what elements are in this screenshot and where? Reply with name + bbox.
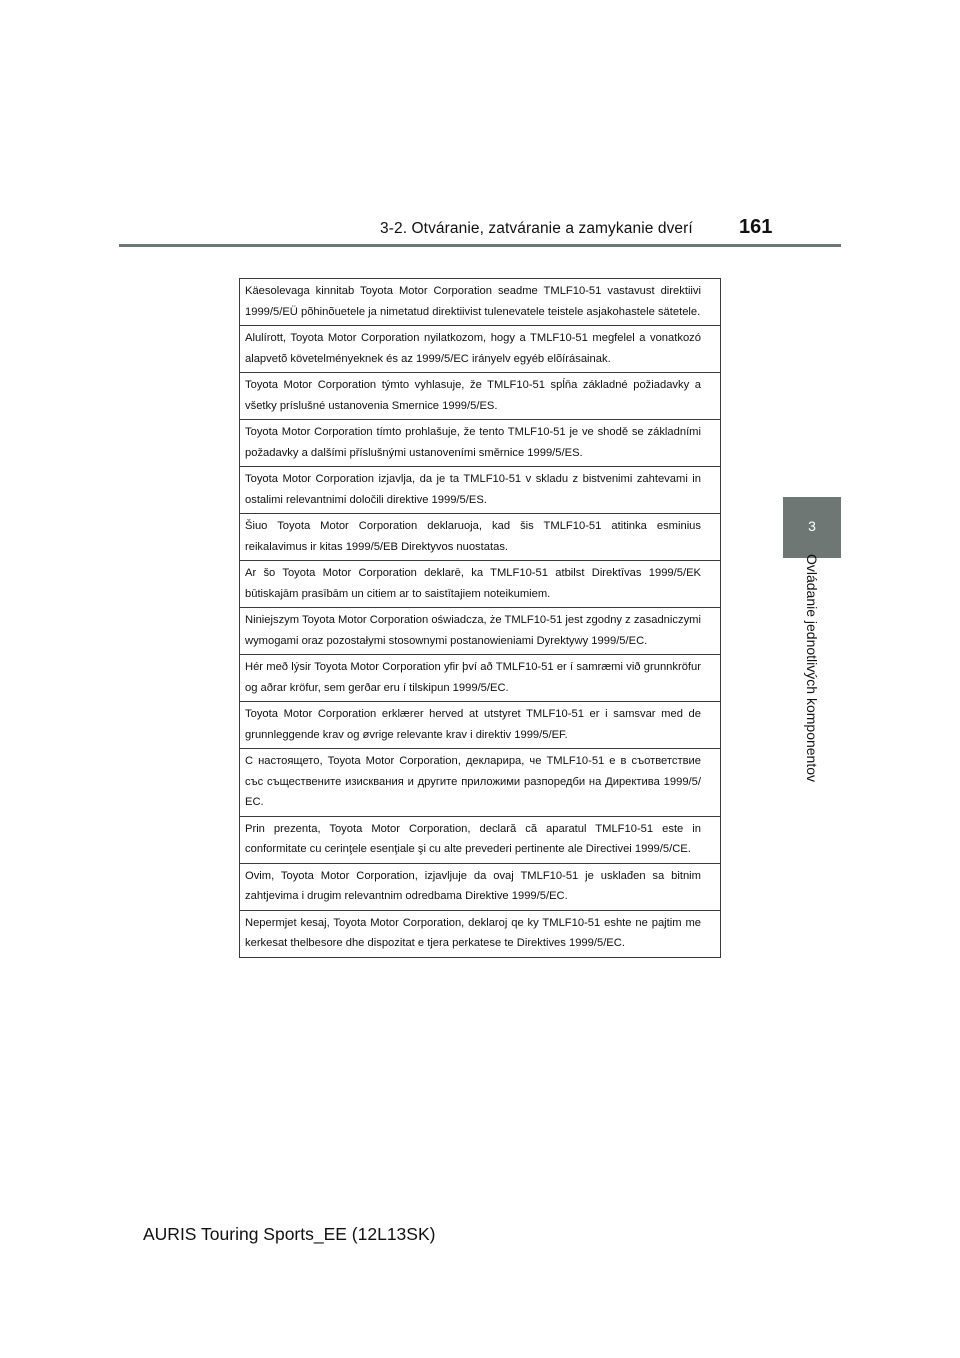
declaration-row <box>240 702 721 749</box>
chapter-title: Ovládanie jednotlivých komponentov <box>804 553 820 783</box>
declaration-row <box>240 749 721 817</box>
declaration-row <box>240 373 721 420</box>
declaration-row <box>240 655 721 702</box>
footer-model-label: AURIS Touring Sports_EE (12L13SK) <box>143 1224 436 1244</box>
declaration-row <box>240 326 721 373</box>
section-title: 3-2. Otváranie, zatváranie a zamykanie dverí <box>380 220 693 237</box>
declaration-row <box>240 279 721 326</box>
declaration-text: Käesolevaga kinnitab Toyota Motor Corporation seadme TMLF10-51 vastavust direktiivi 1999/5/EÜ põhinõuetele ja nimetatud direktiivist tulenevatele teistele asjakohastele sätetele. <box>240 279 721 326</box>
declaration-text: Toyota Motor Corporation izjavlja, da je ta TMLF10-51 v skladu z bistvenimi zahtevami in ostalimi relevantnimi določili direktive 1999/5/ES. <box>240 467 721 514</box>
chapter-tab[interactable] <box>783 497 841 558</box>
declaration-text: Hér með lýsir Toyota Motor Corporation yfir því að TMLF10-51 er í samræmi við grunnkröfur og aðrar kröfur, sem gerðar eru í tilskipun 1999/5/EC. <box>240 655 721 702</box>
page-number: 161 <box>739 216 773 238</box>
header-divider <box>119 244 841 247</box>
declaration-row <box>240 863 721 910</box>
declaration-table <box>239 278 721 958</box>
declaration-text: Toyota Motor Corporation erklærer herved at utstyret TMLF10-51 er i samsvar med de grunnleggende krav og øvrige relevante krav i direktiv 1999/5/EF. <box>240 702 721 749</box>
declaration-text: С настоящето, Toyota Motor Corporation, декларира, че TMLF10-51 е в съответствие със съществените изисквания и другите приложими разпоредби на Директива 1999/5/ЕС. <box>240 749 721 817</box>
declaration-text: Šiuo Toyota Motor Corporation deklaruoja, kad šis TMLF10-51 atitinka esminius reikalavimus ir kitas 1999/5/EB Direktyvos nuostatas. <box>240 514 721 561</box>
declaration-text: Ovim, Toyota Motor Corporation, izjavljuje da ovaj TMLF10-51 je usklađen sa bitnim zahtjevima i drugim relevantnim odredbama Direktive 1999/5/EC. <box>240 863 721 910</box>
declaration-text: Alulírott, Toyota Motor Corporation nyilatkozom, hogy a TMLF10-51 megfelel a vonatkozó alapvetõ követelményeknek és az 1999/5/EC irányelv egyéb elõírásainak. <box>240 326 721 373</box>
declaration-text: Niniejszym Toyota Motor Corporation oświadcza, że TMLF10-51 jest zgodny z zasadniczymi wymogami oraz pozostałymi stosownymi postanowieniami Dyrektywy 1999/5/EC. <box>240 608 721 655</box>
chapter-number: 3 <box>808 518 816 534</box>
declaration-row <box>240 910 721 957</box>
declaration-text: Nepermjet kesaj, Toyota Motor Corporation, deklaroj qe ky TMLF10-51 eshte ne pajtim me kerkesat thelbesore dhe dispozitat e tjera perkatese te Direktives 1999/5/EC. <box>240 910 721 957</box>
declaration-row <box>240 467 721 514</box>
declaration-row <box>240 561 721 608</box>
declaration-row <box>240 608 721 655</box>
declaration-text: Ar šo Toyota Motor Corporation deklarē, ka TMLF10-51 atbilst Direktīvas 1999/5/EK būtiskajām prasībām un citiem ar to saistītajiem noteikumiem. <box>240 561 721 608</box>
declaration-text: Toyota Motor Corporation tímto prohlašuje, že tento TMLF10-51 je ve shodě se základními požadavky a dalšími příslušnými ustanoveními směrnice 1999/5/ES. <box>240 420 721 467</box>
declaration-text: Prin prezenta, Toyota Motor Corporation, declară că aparatul TMLF10-51 este in conformitate cu cerinţele esenţiale şi cu alte prevederi pertinente ale Directivei 1999/5/CE. <box>240 816 721 863</box>
declaration-text: Toyota Motor Corporation týmto vyhlasuje, že TMLF10-51 spĺňa základné požiadavky a všetky príslušné ustanovenia Smernice 1999/5/ES. <box>240 373 721 420</box>
declaration-row <box>240 420 721 467</box>
declaration-row <box>240 514 721 561</box>
declaration-row <box>240 816 721 863</box>
